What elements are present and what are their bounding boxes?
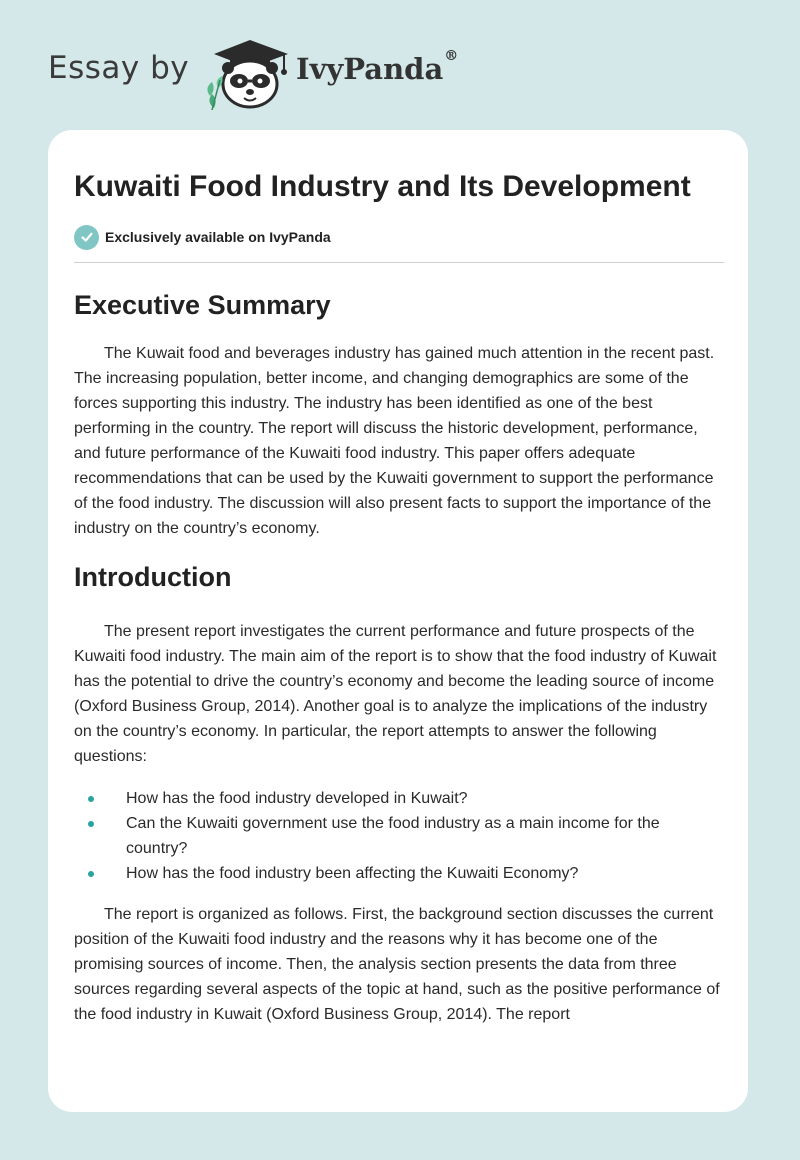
exclusive-badge-text: Exclusively available on IvyPanda bbox=[105, 229, 331, 245]
research-questions-list bbox=[74, 786, 724, 886]
registered-mark: ® bbox=[444, 48, 459, 64]
list-item bbox=[74, 861, 724, 886]
brand-text: IvyPanda bbox=[296, 52, 444, 86]
site-header bbox=[0, 0, 800, 130]
article-title: Kuwaiti Food Industry and Its Development bbox=[74, 170, 691, 203]
article-content bbox=[74, 166, 724, 1027]
exclusive-badge bbox=[74, 224, 724, 250]
checkmark-icon bbox=[74, 225, 99, 250]
ivypanda-logo-icon[interactable] bbox=[200, 36, 292, 110]
brand-name[interactable] bbox=[296, 48, 459, 86]
article-card bbox=[48, 130, 748, 1112]
list-item-text: Can the Kuwaiti government use the food industry as a main income for the country? bbox=[126, 815, 660, 857]
list-item-text: How has the food industry been affecting the Kuwaiti Economy? bbox=[126, 865, 579, 882]
bullet-icon bbox=[88, 796, 94, 802]
bullet-icon bbox=[88, 821, 94, 827]
introduction-paragraph: The present report investigates the current performance and future prospects of the Kuwaiti food industry. The main aim of the report is to show that the food industry of Kuwait has the potential to drive the country’s economy and become the leading source of income (Oxford Business Group, 2014). Another goal is to analyze the implications of the industry on the country’s economy. In particular, the report attempts to answer the following questions: bbox=[74, 623, 717, 765]
section-heading-introduction: Introduction bbox=[74, 562, 232, 592]
title-divider bbox=[74, 262, 724, 263]
list-item bbox=[74, 786, 724, 811]
bullet-icon bbox=[88, 871, 94, 877]
essay-by-label: Essay by bbox=[48, 50, 190, 86]
section-heading-executive-summary: Executive Summary bbox=[74, 290, 331, 320]
executive-summary-paragraph: The Kuwait food and beverages industry has gained much attention in the recent past. The increasing population, better income, and changing demographics are some of the forces supporting this industry. The industry has been identified as one of the best performing in the country. The report will discuss the historic development, performance, and future performance of the Kuwaiti food industry. This paper offers adequate recommendations that can be used by the Kuwaiti government to support the performance of the food industry. The discussion will also present facts to support the importance of the industry on the country’s economy. bbox=[74, 345, 715, 537]
list-item-text: How has the food industry developed in Kuwait? bbox=[126, 790, 468, 807]
list-item bbox=[74, 811, 724, 861]
report-structure-paragraph: The report is organized as follows. First, the background section discusses the current position of the Kuwaiti food industry and the reasons why it has become one of the promising sources of income. Then, the analysis section presents the data from three sources regarding several aspects of the topic at hand, such as the positive performance of the food industry in Kuwait (Oxford Business Group, 2014). The report bbox=[74, 906, 720, 1023]
